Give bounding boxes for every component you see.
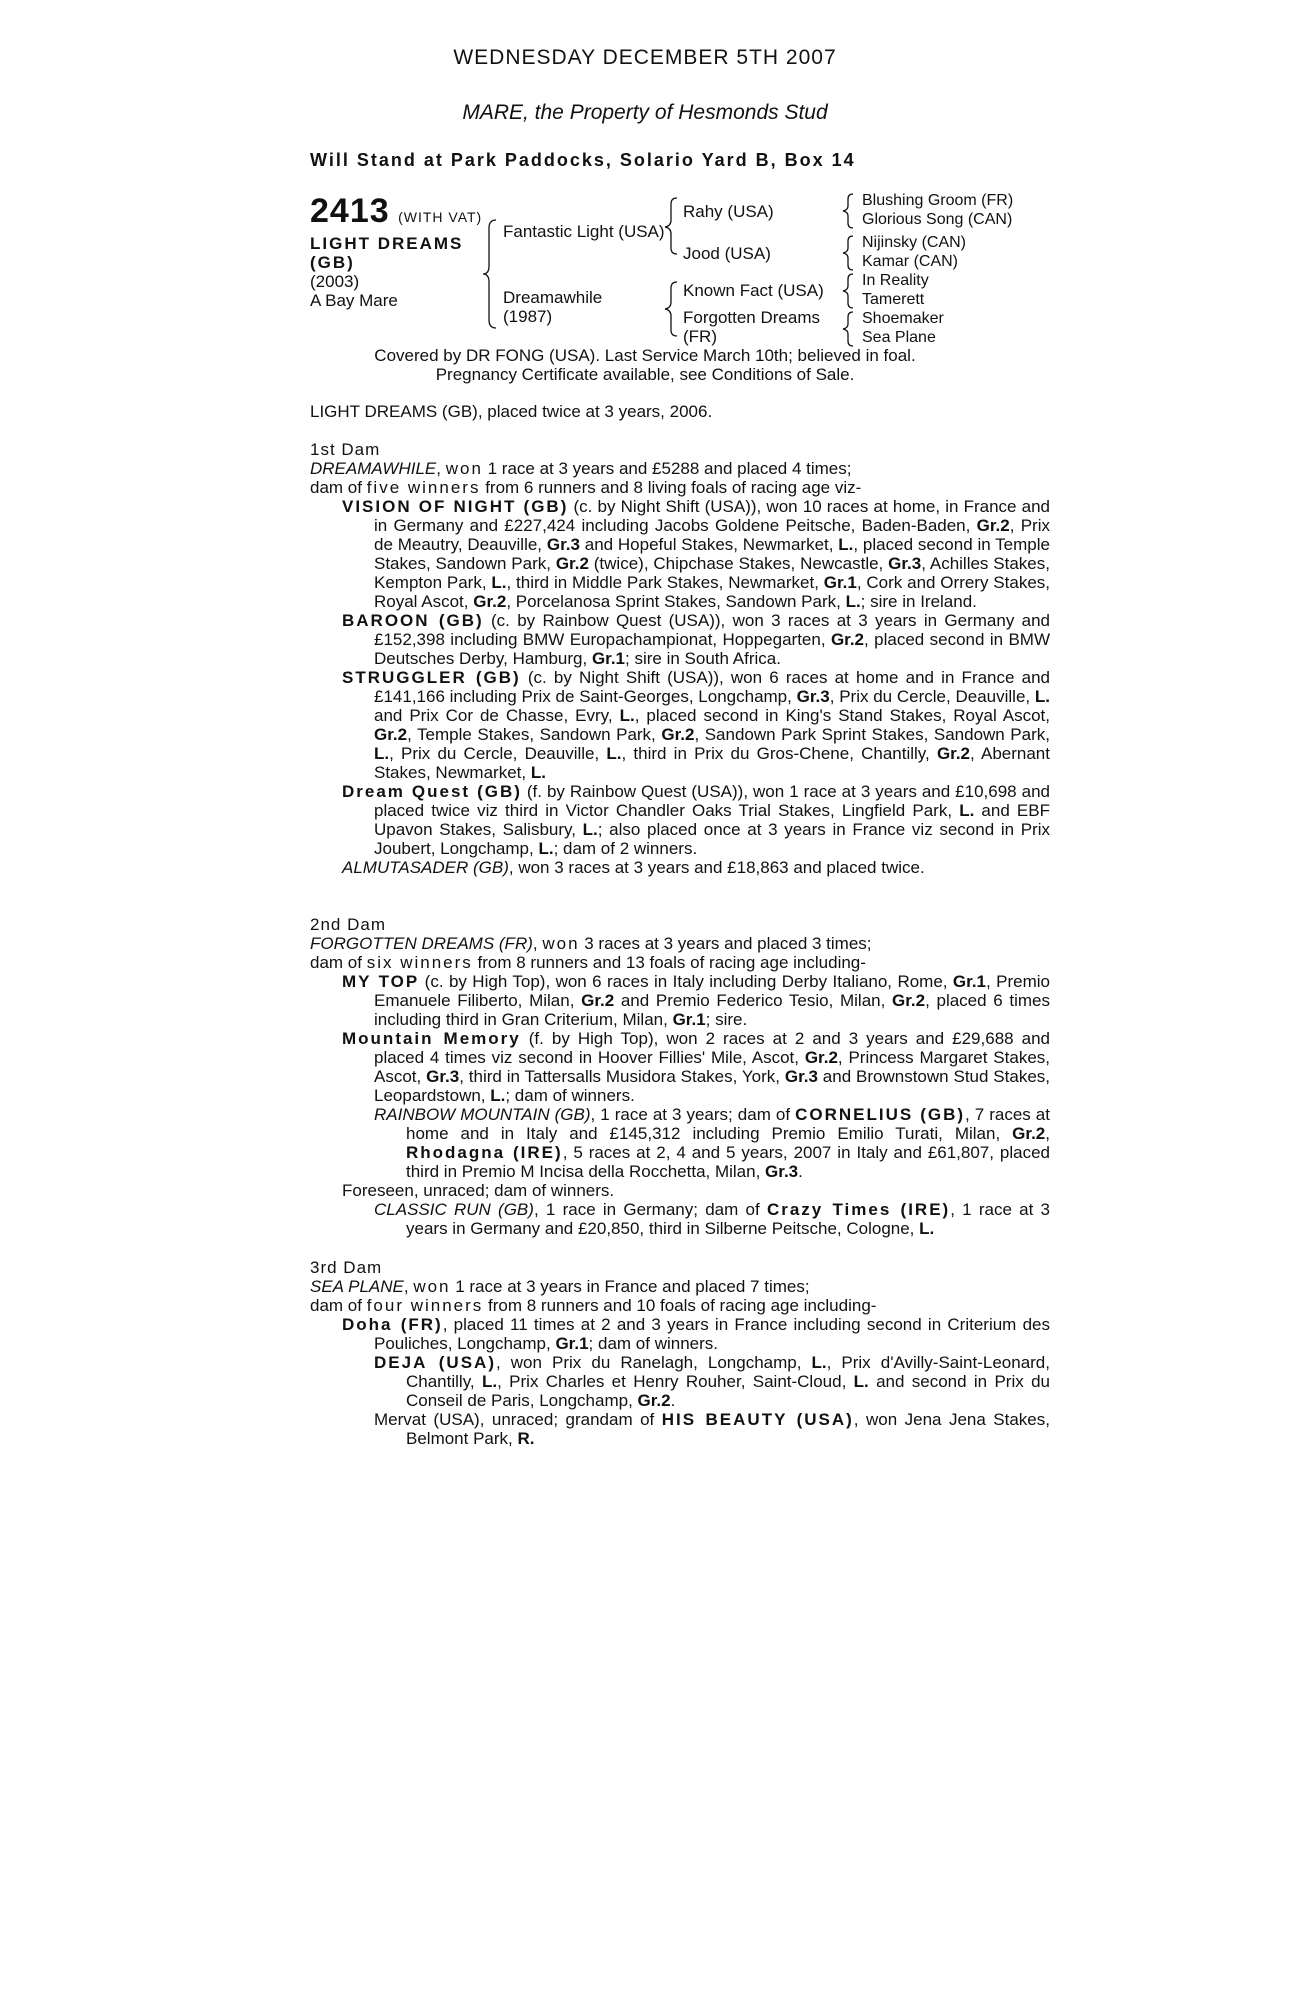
produce-entry-doha: Doha (FR), placed 11 times at 2 and 3 years in France including second in Criterium des Pouliches, Longchamp, Gr.1; dam of winners.	[342, 1315, 1050, 1353]
pedigree-dam-sire: Known Fact (USA)	[683, 281, 824, 300]
sale-date: WEDNESDAY DECEMBER 5TH 2007	[453, 46, 837, 69]
produce-entry-classic-run: CLASSIC RUN (GB), 1 race in Germany; dam of Crazy Times (IRE), 1 race at 3 years in Germany and £20,850, third in Silberne Peitsche, Cologne, L.	[374, 1200, 1051, 1238]
produce-entry-my-top: MY TOP (c. by High Top), won 6 races in Italy including Derby Italiano, Rome, Gr.1, Premio Emanuele Filiberto, Milan, Gr.2 and Premio Federico Tesio, Milan, Gr.2, placed 6 times including third in Gran Criterium, Milan, Gr.1; sire.	[342, 972, 1050, 1029]
pedigree-bracket-sire	[666, 196, 680, 256]
pedigree-dss: In Reality	[862, 272, 929, 289]
pedigree-sds: Nijinsky (CAN)	[862, 234, 966, 251]
pedigree-sire: Fantastic Light (USA)	[503, 222, 665, 241]
pedigree-ddd: Sea Plane	[862, 329, 936, 346]
second-dam-produce: dam of six winners from 8 runners and 13 foals of racing age including-	[310, 953, 866, 972]
produce-entry-dream-quest: Dream Quest (GB) (f. by Rainbow Quest (USA)), won 1 race at 3 years and £10,698 and placed twice viz third in Victor Chandler Oaks Trial Stakes, Lingfield Park, L. and EBF Upavon Stakes, Salisbury, L.; also placed once at 3 years in France viz second in Prix Joubert, Longchamp, L.; dam of 2 winners.	[342, 782, 1050, 858]
pedigree-ssd: Glorious Song (CAN)	[862, 211, 1013, 228]
third-dam-section	[310, 1258, 1050, 1448]
produce-entry-vision-of-night: VISION OF NIGHT (GB) (c. by Night Shift (USA)), won 10 races at home, in France and in Germany and £227,424 including Jacobs Goldene Peitsche, Baden-Baden, Gr.2, Prix de Meautry, Deauville, Gr.3 and Hopeful Stakes, Newmarket, L., placed second in Temple Stakes, Sandown Park, Gr.2 (twice), Chipchase Stakes, Newcastle, Gr.3, Achilles Stakes, Kempton Park, L., third in Middle Park Stakes, Newmarket, Gr.1, Cork and Orrery Stakes, Royal Ascot, Gr.2, Porcelanosa Sprint Stakes, Sandown Park, L.; sire in Ireland.	[342, 497, 1051, 611]
pedigree-dam-dam-country: (FR)	[683, 327, 717, 346]
produce-entry-mountain-memory: Mountain Memory (f. by High Top), won 2 races at 2 and 3 years and £29,688 and placed 4 times viz second in Hoover Fillies' Mile, Ascot, Gr.2, Princess Margaret Stakes, Ascot, Gr.3, third in Tattersalls Musidora Stakes, York, Gr.3 and Brownstown Stud Stakes, Leopardstown, L.; dam of winners.	[342, 1029, 1050, 1105]
produce-entry-deja: DEJA (USA), won Prix du Ranelagh, Longchamp, L., Prix d'Avilly-Saint-Leonard, Chantilly, L., Prix Charles et Henry Rouher, Saint-Cloud, L. and second in Prix du Conseil de Paris, Longchamp, Gr.2.	[374, 1353, 1050, 1410]
pedigree-dam-name: Dreamawhile	[503, 288, 603, 307]
first-dam-produce: dam of five winners from 6 runners and 8 living foals of racing age viz-	[310, 478, 862, 497]
second-dam-heading: 2nd Dam	[310, 915, 386, 934]
pedigree-dds: Shoemaker	[862, 310, 944, 327]
produce-entry-baroon: BAROON (GB) (c. by Rainbow Quest (USA)), won 3 races at 3 years in Germany and £152,398 including BMW Europachampionat, Hoppegarten, Gr.2, placed second in BMW Deutsches Derby, Hamburg, Gr.1; sire in South Africa.	[342, 611, 1051, 668]
horse-description: A Bay Mare	[310, 291, 398, 310]
pedigree-sss: Blushing Groom (FR)	[862, 192, 1014, 209]
horse-country: (GB)	[310, 253, 355, 272]
lot-number-block	[310, 192, 482, 231]
produce-entry-almutasader: ALMUTASADER (GB), won 3 races at 3 years and £18,863 and placed twice.	[342, 858, 925, 877]
pedigree-sdd: Kamar (CAN)	[862, 253, 959, 270]
produce-entry-struggler: STRUGGLER (GB) (c. by Night Shift (USA)), won 6 races at home and in France and £141,166 including Prix de Saint-Georges, Longchamp, Gr.3, Prix du Cercle, Deauville, L. and Prix Cor de Chasse, Evry, L., placed second in King's Stand Stakes, Royal Ascot, Gr.2, Temple Stakes, Sandown Park, Gr.2, Sandown Park Sprint Stakes, Sandown Park, L., Prix du Cercle, Deauville, L., third in Prix du Gros-Chene, Chantilly, Gr.2, Abernant Stakes, Newmarket, L.	[342, 668, 1050, 782]
pedigree-bracket-gen1	[486, 218, 500, 330]
covering-note: Covered by DR FONG (USA). Last Service March 10th; believed in foal.	[374, 346, 916, 365]
pregnancy-note: Pregnancy Certificate available, see Conditions of Sale.	[435, 365, 855, 384]
produce-entry-mervat: Mervat (USA), unraced; grandam of HIS BEAUTY (USA), won Jena Jena Stakes, Belmont Park, R.	[374, 1410, 1050, 1448]
pedigree-bracket-ds	[843, 272, 855, 310]
third-dam-record: SEA PLANE, won 1 race at 3 years in France and placed 7 times;	[310, 1277, 810, 1296]
foaling-year: (2003)	[310, 272, 360, 291]
pedigree-bracket-ss	[843, 192, 855, 230]
first-dam-heading: 1st Dam	[310, 440, 381, 459]
produce-entry-rainbow-mountain: RAINBOW MOUNTAIN (GB), 1 race at 3 years; dam of CORNELIUS (GB), 7 races at home and in Italy and £145,312 including Premio Emilio Turati, Milan, Gr.2, Rhodagna (IRE), 5 races at 2, 4 and 5 years, 2007 in Italy and £61,807, placed third in Premio M Incisa della Rocchetta, Milan, Gr.3.	[374, 1105, 1050, 1181]
vendor-line: MARE, the Property of Hesmonds Stud	[462, 101, 828, 124]
pedigree-sire-sire: Rahy (USA)	[683, 202, 774, 221]
produce-entry-foreseen: Foreseen, unraced; dam of winners.	[342, 1181, 615, 1200]
third-dam-heading: 3rd Dam	[310, 1258, 383, 1277]
stand-location: Will Stand at Park Paddocks, Solario Yard B, Box 14	[310, 150, 856, 170]
pedigree-dsd: Tamerett	[862, 291, 925, 308]
pedigree-dam-year: (1987)	[503, 307, 553, 326]
horse-name: LIGHT DREAMS	[310, 234, 464, 253]
third-dam-produce: dam of four winners from 8 runners and 10 foals of racing age including-	[310, 1296, 877, 1315]
first-dam-section	[310, 440, 1050, 877]
pedigree-bracket-dd	[843, 310, 855, 348]
pedigree-bracket-dam	[666, 280, 680, 338]
vat-note: (WITH VAT)	[398, 209, 483, 225]
race-summary: LIGHT DREAMS (GB), placed twice at 3 years, 2006.	[310, 402, 713, 421]
lot-number: 2413	[310, 192, 390, 230]
pedigree-dam-dam: Forgotten Dreams	[683, 308, 820, 327]
pedigree-sire-dam: Jood (USA)	[683, 244, 771, 263]
first-dam-record: DREAMAWHILE, won 1 race at 3 years and £5288 and placed 4 times;	[310, 459, 852, 478]
second-dam-record: FORGOTTEN DREAMS (FR), won 3 races at 3 years and placed 3 times;	[310, 934, 872, 953]
pedigree-bracket-sd	[843, 234, 855, 272]
second-dam-section	[310, 915, 1050, 1238]
